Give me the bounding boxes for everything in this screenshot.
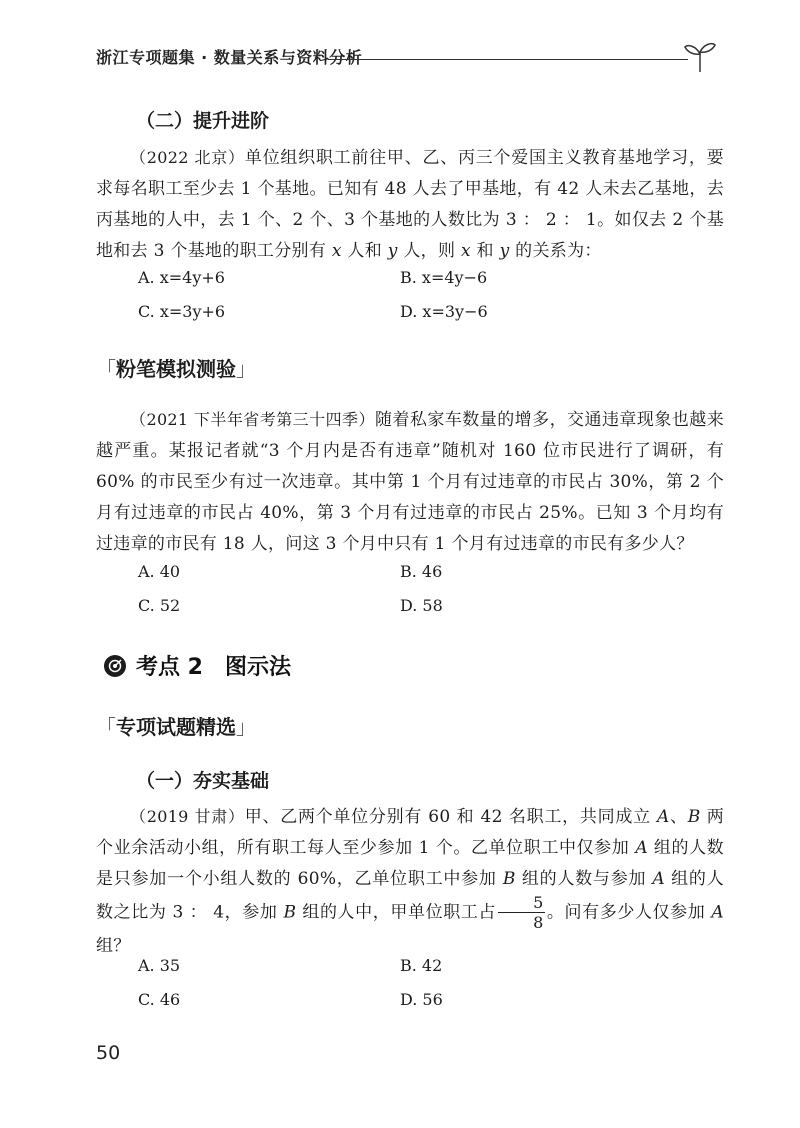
mock-test-title: 粉笔模拟测验 bbox=[116, 357, 236, 381]
variable-a: A bbox=[656, 807, 670, 827]
bracket-open: 「 bbox=[96, 715, 116, 739]
variable-x: x bbox=[460, 241, 471, 261]
mock-test-heading bbox=[96, 353, 256, 382]
variable-y: y bbox=[387, 241, 398, 261]
option-d[interactable]: D. x=3y−6 bbox=[400, 302, 488, 321]
question-2-text bbox=[96, 404, 724, 560]
sprout-icon bbox=[682, 38, 718, 74]
question-3-body-d: 组的人数是只参加一个小组人数的 60%，乙单位职工中参加 bbox=[96, 838, 724, 889]
header-rule bbox=[328, 59, 688, 60]
basic-heading-title: 夯实基础 bbox=[193, 770, 270, 792]
variable-y: y bbox=[499, 241, 510, 261]
header-title: 浙江专项题集 · 数量关系与资料分析 bbox=[96, 45, 370, 68]
advanced-heading bbox=[96, 106, 724, 133]
question-3-body-h: 。问有多少人仅参加 bbox=[546, 902, 712, 923]
question-1-source: （2022 北京） bbox=[130, 148, 245, 167]
advanced-heading-prefix: （二） bbox=[136, 110, 194, 132]
variable-b: B bbox=[687, 807, 701, 827]
question-1-body-d: 和 bbox=[470, 241, 500, 261]
fraction-denominator: 8 bbox=[533, 913, 544, 932]
option-b[interactable]: B. 42 bbox=[400, 956, 443, 975]
question-1-body-b: 人和 bbox=[341, 241, 388, 261]
option-d[interactable]: D. 58 bbox=[400, 596, 443, 615]
bracket-open: 「 bbox=[96, 357, 116, 381]
option-a[interactable]: A. x=4y+6 bbox=[138, 268, 225, 287]
fraction-numerator: 5 bbox=[498, 895, 544, 913]
variable-b: B bbox=[502, 869, 516, 889]
fraction-five-eighths bbox=[498, 895, 544, 931]
section-2-label: 考点 2 bbox=[136, 655, 203, 680]
variable-a: A bbox=[711, 902, 724, 923]
question-1-body-e: 的关系为： bbox=[509, 241, 602, 261]
option-b[interactable]: B. x=4y−6 bbox=[400, 268, 488, 287]
question-3-body-b: 、 bbox=[669, 807, 688, 827]
section-2-title: 图示法 bbox=[224, 655, 291, 680]
question-3-body-c: 两个业余活动小组，所有职工每人至少参加 1 个。乙单位职工中仅参加 bbox=[96, 807, 724, 858]
option-c[interactable]: C. 52 bbox=[138, 596, 181, 615]
target-icon bbox=[104, 655, 126, 677]
variable-a: A bbox=[635, 838, 648, 858]
option-c[interactable]: C. 46 bbox=[138, 990, 181, 1009]
question-3-options bbox=[138, 956, 538, 1026]
special-selection-title: 专项试题精选 bbox=[116, 715, 236, 739]
option-a[interactable]: A. 40 bbox=[138, 562, 181, 581]
option-b[interactable]: B. 46 bbox=[400, 562, 443, 581]
section-2-heading bbox=[104, 650, 291, 680]
question-3-body-e: 组的人数与参加 bbox=[515, 869, 653, 889]
question-2-source: （2021 下半年省考第三十四季） bbox=[130, 410, 375, 429]
basic-heading bbox=[96, 766, 724, 793]
question-3-body-g: 组的人中，甲单位职工占 bbox=[296, 902, 497, 923]
page-header bbox=[96, 38, 724, 78]
bracket-close: 」 bbox=[236, 357, 256, 381]
bracket-close: 」 bbox=[236, 715, 256, 739]
option-c[interactable]: C. x=3y+6 bbox=[138, 302, 226, 321]
basic-heading-prefix: （一） bbox=[136, 770, 194, 792]
advanced-heading-title: 提升进阶 bbox=[193, 110, 270, 132]
variable-x: x bbox=[331, 241, 342, 261]
variable-b: B bbox=[283, 902, 297, 923]
question-1-body-c: 人，则 bbox=[397, 241, 461, 261]
question-1-body-a: 单位组织职工前往甲、乙、丙三个爱国主义教育基地学习，要求每名职工至少去 1 个基地。已知有 48 人去了甲基地，有 42 人未去乙基地，去丙基地的人中，去 1 个、2 个、3 个基地的人数比为 3 ： 2 ： 1。如仅去 2 个基地和去 3 个基地的职工分别有 bbox=[96, 148, 724, 261]
question-3-text bbox=[96, 801, 724, 962]
question-3-body-a: 甲、乙两个单位分别有 60 和 42 名职工，共同成立 bbox=[244, 807, 657, 827]
question-1-text bbox=[96, 142, 724, 267]
page-number: 50 bbox=[96, 1042, 121, 1064]
question-3-body-i: 组？ bbox=[96, 936, 131, 956]
option-d[interactable]: D. 56 bbox=[400, 990, 443, 1009]
question-3-body-f: 组的人数之比为 3 ： 4，参加 bbox=[96, 869, 724, 923]
special-selection-heading bbox=[96, 711, 256, 740]
question-1-options bbox=[138, 268, 538, 338]
option-a[interactable]: A. 35 bbox=[138, 956, 181, 975]
variable-a: A bbox=[652, 869, 665, 889]
question-2-body: 随着私家车数量的增多，交通违章现象也越来越严重。某报记者就“3 个月内是否有违章”随机对 160 位市民进行了调研，有 60% 的市民至少有过一次违章。其中第 1 个月有过违章的市民占 30%，第 2 个月有过违章的市民占 40%，第 3 个月有过违章的市民占 25%。已知 3 个月均有过违章的市民有 18 人，问这 3 个月中只有 1 个月有过违章的市民有多少人？ bbox=[96, 410, 725, 554]
question-2-options bbox=[138, 562, 538, 632]
question-3-source: （2019 甘肃） bbox=[130, 807, 245, 826]
